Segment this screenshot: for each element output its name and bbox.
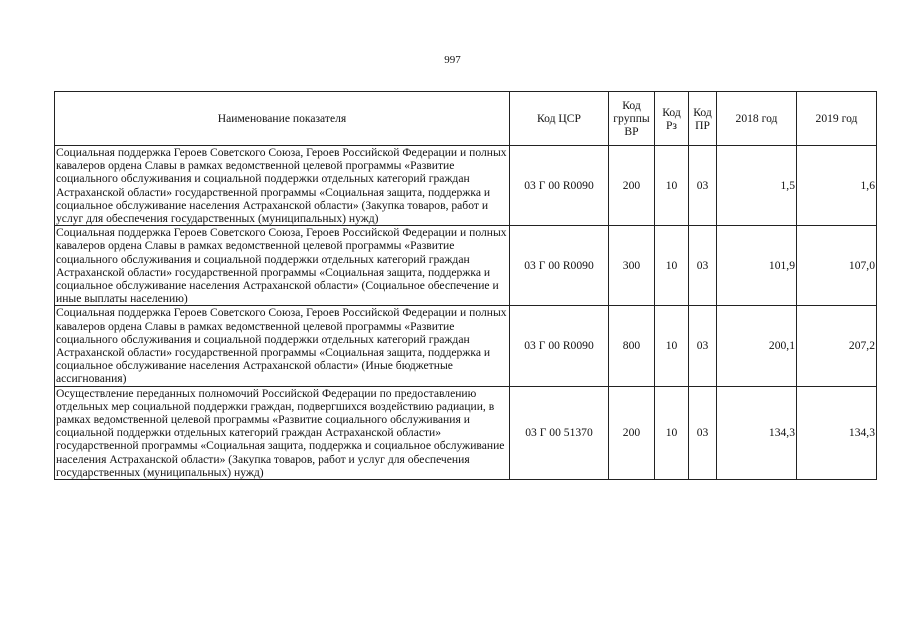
row-rz-code: 10 <box>655 386 689 479</box>
row-name: Социальная поддержка Героев Советского Союза, Героев Российской Федерации и полных кавалеров ордена Славы в рамках ведомственной целевой программы «Развитие социального обслуживания и социальной поддержки отдельных категорий граждан Астраханской области» государственной программы «Социальная защита, поддержка и социальное обслуживание населения Астраханской области» (Закупка товаров, работ и услуг для обеспечения государственных (муниципальных) нужд) <box>55 146 510 226</box>
table-row <box>55 146 877 226</box>
header-csr-code: Код ЦСР <box>510 92 609 146</box>
row-2018-value: 200,1 <box>717 306 797 386</box>
row-csr-code: 03 Г 00 R0090 <box>510 226 609 306</box>
row-2019-value: 207,2 <box>797 306 877 386</box>
row-vr-code: 200 <box>609 146 655 226</box>
row-pr-code: 03 <box>689 306 717 386</box>
table-row <box>55 306 877 386</box>
header-row <box>55 92 877 146</box>
row-pr-code: 03 <box>689 386 717 479</box>
header-2018: 2018 год <box>717 92 797 146</box>
row-csr-code: 03 Г 00 R0090 <box>510 146 609 226</box>
header-vr-code: Код группы ВР <box>609 92 655 146</box>
row-2018-value: 1,5 <box>717 146 797 226</box>
row-rz-code: 10 <box>655 226 689 306</box>
row-rz-code: 10 <box>655 146 689 226</box>
page-number: 997 <box>444 54 461 66</box>
row-vr-code: 800 <box>609 306 655 386</box>
row-vr-code: 300 <box>609 226 655 306</box>
header-name: Наименование показателя <box>55 92 510 146</box>
row-csr-code: 03 Г 00 51370 <box>510 386 609 479</box>
row-name: Социальная поддержка Героев Советского Союза, Героев Российской Федерации и полных кавалеров ордена Славы в рамках ведомственной целевой программы «Развитие социального обслуживания и социальной поддержки отдельных категорий граждан Астраханской области» государственной программы «Социальная защита, поддержка и социальное обслуживание населения Астраханской области» (Иные бюджетные ассигнования) <box>55 306 510 386</box>
row-2019-value: 107,0 <box>797 226 877 306</box>
table-row <box>55 226 877 306</box>
row-name: Социальная поддержка Героев Советского Союза, Героев Российской Федерации и полных кавалеров ордена Славы в рамках ведомственной целевой программы «Развитие социального обслуживания и социальной поддержки отдельных категорий граждан Астраханской области» государственной программы «Социальная защита, поддержка и социальное обслуживание населения Астраханской области» (Социальное обеспечение и иные выплаты населению) <box>55 226 510 306</box>
row-2019-value: 134,3 <box>797 386 877 479</box>
header-pr-code: Код ПР <box>689 92 717 146</box>
row-name: Осуществление переданных полномочий Российской Федерации по предоставлению отдельных мер социальной поддержки граждан, подвергшихся воздействию радиации, в рамках ведомственной целевой программы «Развитие социального обслуживания и социальной поддержки отдельных категорий граждан Астраханской области» государственной программы «Социальная защита, поддержка и социальное обслуживание населения Астраханской области» (Закупка товаров, работ и услуг для обеспечения государственных (муниципальных) нужд) <box>55 386 510 479</box>
row-2019-value: 1,6 <box>797 146 877 226</box>
table-row <box>55 386 877 479</box>
header-2019: 2019 год <box>797 92 877 146</box>
row-csr-code: 03 Г 00 R0090 <box>510 306 609 386</box>
row-vr-code: 200 <box>609 386 655 479</box>
row-2018-value: 101,9 <box>717 226 797 306</box>
row-pr-code: 03 <box>689 146 717 226</box>
budget-table <box>54 91 877 480</box>
row-2018-value: 134,3 <box>717 386 797 479</box>
header-rz-code: Код Рз <box>655 92 689 146</box>
row-rz-code: 10 <box>655 306 689 386</box>
row-pr-code: 03 <box>689 226 717 306</box>
